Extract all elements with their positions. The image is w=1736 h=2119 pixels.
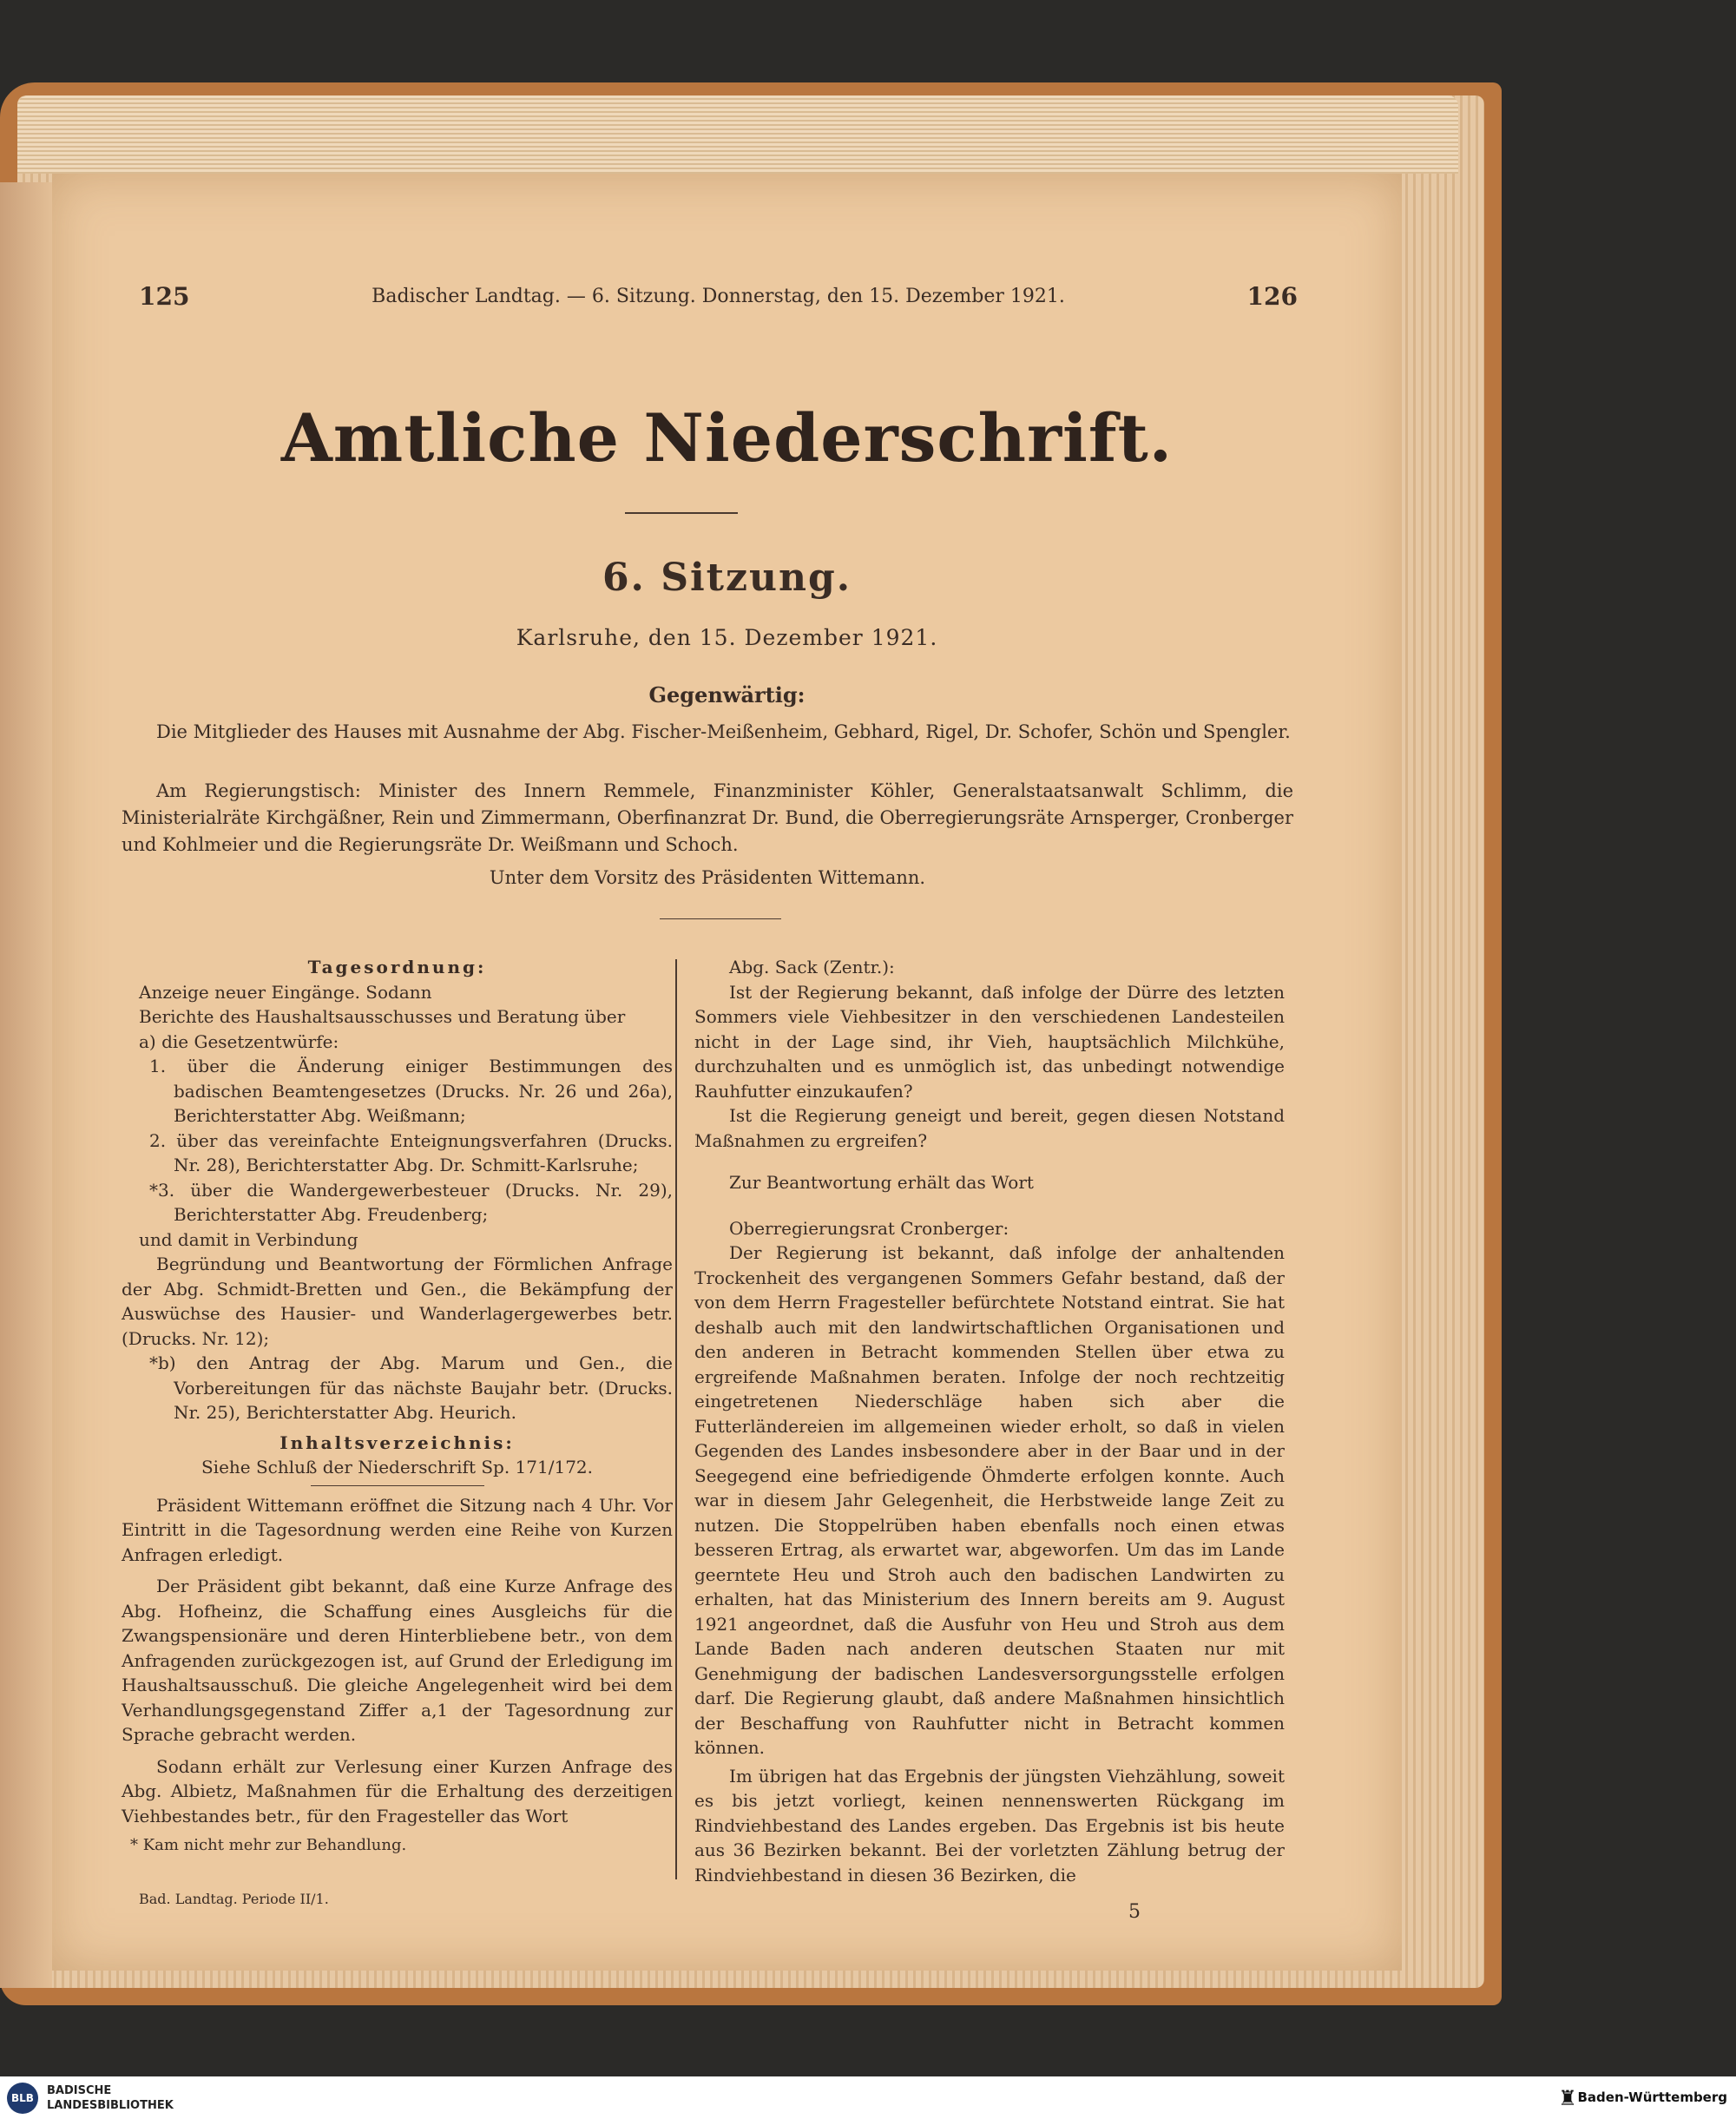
inquiry-paragraph: Sodann erhält zur Verlesung einer Kurzen Anfrage des Abg. Albietz, Maßnahmen für die Erhaltung des derzeitigen Viehbestandes betr., für den Fragesteller das Wort — [122, 1755, 673, 1826]
answer-intro: Zur Beantwortung erhält das Wort — [729, 1172, 1034, 1193]
page-title: Amtliche Niederschrift. — [280, 399, 1174, 477]
announcement-paragraph: Der Präsident gibt bekannt, daß eine Kurze Anfrage des Abg. Hofheinz, die Schaffung eines Ausgleichs für die Zwangspensionäre und deren Hinterbliebene betr., von dem Anfragenden zurückgezogen ist, auf Grund der Erledigung im Haushaltsausschuß. Die gleiche Angelegenheit wird bei dem Verhandlungsgegenstand Ziffer a,1 der Tagesordnung zur Sprache gebracht werden. — [122, 1576, 673, 1745]
document-page — [52, 174, 1402, 1971]
agenda-item-1: 1. über die Änderung einiger Bestimmungen des badischen Beamtengesetzes (Drucks. Nr. 26 und 26a), Berichterstatter Abg. Weißmann; — [149, 1056, 673, 1126]
page-number-right: 126 — [1246, 282, 1298, 311]
signature-mark: 5 — [1128, 1901, 1141, 1923]
speaker-cronberger: Oberregierungsrat Cronberger: — [729, 1217, 1009, 1239]
chair-line: Unter dem Vorsitz des Präsidenten Wittemann. — [489, 867, 926, 888]
page-edges — [17, 95, 1458, 174]
agenda-item-2: 2. über das vereinfachte Enteignungsverfahren (Drucks. Nr. 28), Berichterstatter Abg. Dr. Schmitt-Karlsruhe; — [149, 1129, 673, 1175]
title-rule — [625, 512, 738, 514]
members-line: Die Mitglieder des Hauses mit Ausnahme der Abg. Fischer-Meißenheim, Gebhard, Rigel, Dr. Schofer, Schön und Spengler. — [156, 721, 1291, 742]
contents-line: Siehe Schluß der Niederschrift Sp. 171/172. — [201, 1457, 594, 1477]
speaker-sack: Abg. Sack (Zentr.): — [729, 957, 895, 977]
section-rule — [660, 918, 781, 919]
agenda-intro: Anzeige neuer Eingänge. Sodann — [139, 981, 432, 1003]
agenda-justification: Begründung und Beantwortung der Förmlichen Anfrage der Abg. Schmidt-Bretten und Gen., die Bekämpfung der Auswüchse des Hausier- und Wanderlagergewerbes betr. (Drucks. Nr. 12); — [122, 1254, 673, 1349]
session-heading: 6. Sitzung. — [602, 556, 852, 600]
agenda-reports: Berichte des Haushaltsausschusses und Beratung über — [139, 1006, 626, 1027]
agenda-item-3: *3. über die Wandergewerbesteuer (Drucks. Nr. 29), Berichterstatter Abg. Freudenberg; — [149, 1179, 673, 1225]
opening-paragraph: Präsident Wittemann eröffnet die Sitzung nach 4 Uhr. Vor Eintritt in die Tagesordnung werden eine Reihe von Kurzen Anfragen erledigt. — [122, 1494, 673, 1565]
coat-of-arms-icon: ♜ — [1558, 2086, 1577, 2110]
blb-logo-icon[interactable]: BLB — [7, 2083, 38, 2114]
footer-bar — [0, 2076, 1736, 2119]
agenda-heading: Tagesordnung: — [307, 957, 487, 977]
contents-rule — [311, 1485, 484, 1486]
government-line: Am Regierungstisch: Minister des Innern Remmele, Finanzminister Köhler, Generalstaatsanwalt Schlimm, die Ministerialräte Kirchgäßner, Rein und Zimmermann, Oberfinanzrat Dr. Bund, die Oberregierungsräte Arnsperger, Cronberger und Kohlmeier und die Regierungsräte Dr. Weißmann und Schoch. — [122, 780, 1293, 855]
imprint: Bad. Landtag. Periode II/1. — [139, 1891, 329, 1907]
agenda-a: a) die Gesetzentwürfe: — [139, 1030, 339, 1052]
left-page-edge — [0, 182, 52, 1988]
state-name[interactable]: Baden-Württemberg — [1577, 2089, 1727, 2105]
column-divider — [675, 959, 677, 1879]
library-name: BADISCHE LANDESBIBLIOTHEK — [47, 2084, 174, 2112]
place-date: Karlsruhe, den 15. Dezember 1921. — [516, 625, 938, 650]
left-column — [122, 955, 673, 1859]
running-title: Badischer Landtag. — 6. Sitzung. Donnerstag, den 15. Dezember 1921. — [372, 286, 1065, 307]
answer-paragraph-1: Der Regierung ist bekannt, daß infolge der anhaltenden Trockenheit des vergangenen Sommers Gefahr bestand, daß der von dem Herrn Fragesteller befürchtete Notstand eintrat. Sie hat deshalb auch mit den landwirtschaftlichen Organisationen und den anderen in Betracht kommenden Stellen über etwa zu ergreifende Maßnahmen beraten. Infolge der noch rechtzeitig eingetretenen Niederschläge haben sich aber die Futterländereien im allgemeinen wieder erholt, so daß in vielen Gegenden des Landes insbesondere aber in der Baar und in der Seegegend eine befriedigende Öhmderte erfolgen konnte. Auch war in diesem Jahr Gelegenheit, die Herbstweide lange Zeit zu nutzen. Die Stoppelrüben haben ebenfalls noch einen etwas besseren Ertrag, als erwartet war, abgeworfen. Um das im Lande geerntete Heu und Stroh auch den badischen Landwirten zu erhalten, hat das Ministerium des Innern bereits am 9. August 1921 angeordnet, daß die Ausfuhr von Heu und Stroh aus dem Lande Baden nach anderen deutschen Staaten nur mit Genehmigung der badischen Landesversorgungsstelle erfolgen darf. Die Regierung glaubt, daß andere Maßnahmen hinsichtlich der Beschaffung von Rauhfutter nicht in Betracht kommen können. — [694, 1242, 1285, 1758]
question-2: Ist die Regierung geneigt und bereit, gegen diesen Notstand Maßnahmen zu ergreifen? — [694, 1105, 1285, 1151]
agenda-item-b: *b) den Antrag der Abg. Marum und Gen., die Vorbereitungen für das nächste Baujahr betr. (Drucks. Nr. 25), Berichterstatter Abg. Heurich. — [149, 1352, 673, 1423]
contents-heading: Inhaltsverzeichnis: — [279, 1431, 515, 1453]
present-heading: Gegenwärtig: — [648, 682, 806, 707]
page-number-left: 125 — [139, 282, 190, 311]
running-head — [139, 282, 1298, 317]
footnote: * Kam nicht mehr zur Behandlung. — [130, 1836, 407, 1854]
question-1: Ist der Regierung bekannt, daß infolge der Dürre des letzten Sommers viele Viehbesitzer in den verschiedenen Landesteilen nicht in der Lage sind, ihr Vieh, hauptsächlich Milchkühe, durchzuhalten und es unmöglich ist, das unbedingt notwendige Rauhfutter einzukaufen? — [694, 981, 1285, 1102]
agenda-connection: und damit in Verbindung — [139, 1228, 358, 1250]
answer-paragraph-2: Im übrigen hat das Ergebnis der jüngsten Viehzählung, soweit es bis jetzt vorliegt, keinen nennenswerten Rückgang im Rindviehbestand des Landes ergeben. Das Ergebnis ist bis heute aus 36 Bezirken bekannt. Bei der vorletzten Zählung betrug der Rindviehbestand in diesen 36 Bezirken, die — [694, 1765, 1285, 1885]
right-column — [694, 955, 1285, 1887]
